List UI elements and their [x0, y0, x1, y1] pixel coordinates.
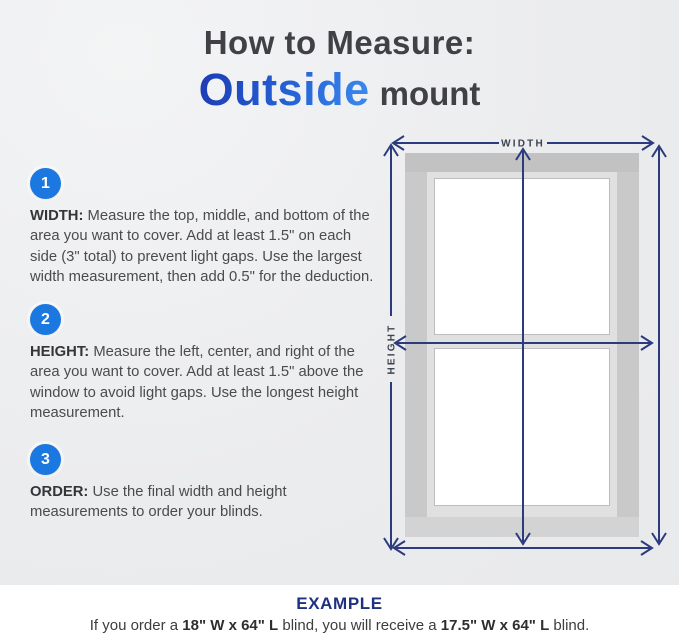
- step-height: [30, 304, 382, 423]
- step-body-text: Use the final width and height measurements to order your blinds.: [30, 484, 287, 521]
- step-order: [30, 444, 382, 523]
- example-footer: [0, 585, 679, 644]
- window-diagram-svg: [378, 130, 678, 575]
- step-number-badge: 3: [30, 444, 61, 475]
- step-label: HEIGHT:: [30, 344, 90, 361]
- example-heading: EXAMPLE: [296, 594, 383, 613]
- step-body-text: Measure the top, middle, and bottom of the area you want to cover. Add at least 1.5" on each side (3" total) to prevent light gaps. Use the largest width measurement, then add 0.5" for the deduction.: [30, 208, 374, 285]
- example-text-part3: blind.: [549, 617, 590, 634]
- example-sentence: [0, 617, 679, 634]
- step-body-text: Measure the left, center, and right of the area you want to cover. Add at least 1.5" above the window to avoid light gaps. Use the longest height measurement.: [30, 344, 364, 421]
- page-title: How to Measure:: [203, 24, 476, 61]
- mount-type-suffix: mount: [379, 75, 481, 112]
- example-text-part2: blind, you will receive a: [278, 617, 441, 634]
- instruction-steps: [30, 168, 382, 525]
- window-measurement-diagram: [378, 130, 678, 575]
- received-size: 17.5" W x 64" L: [440, 617, 550, 634]
- ordered-size: 18" W x 64" L: [182, 617, 279, 634]
- width-dimension-label: WIDTH: [501, 138, 545, 150]
- step-description: [30, 482, 380, 523]
- step-number-badge: 2: [30, 304, 61, 335]
- height-arrow-right: [652, 146, 666, 544]
- step-description: [30, 206, 380, 287]
- example-text-part1: If you order a: [89, 617, 183, 634]
- mount-type-highlight: Outside: [198, 64, 370, 115]
- step-width: [30, 168, 382, 287]
- height-dimension-label: HEIGHT: [386, 323, 398, 375]
- step-label: WIDTH:: [30, 208, 84, 224]
- page-subtitle: [0, 64, 679, 116]
- step-description: [30, 342, 380, 423]
- step-number-badge: 1: [30, 168, 61, 199]
- step-label: ORDER:: [30, 484, 89, 501]
- page-header: [0, 24, 679, 116]
